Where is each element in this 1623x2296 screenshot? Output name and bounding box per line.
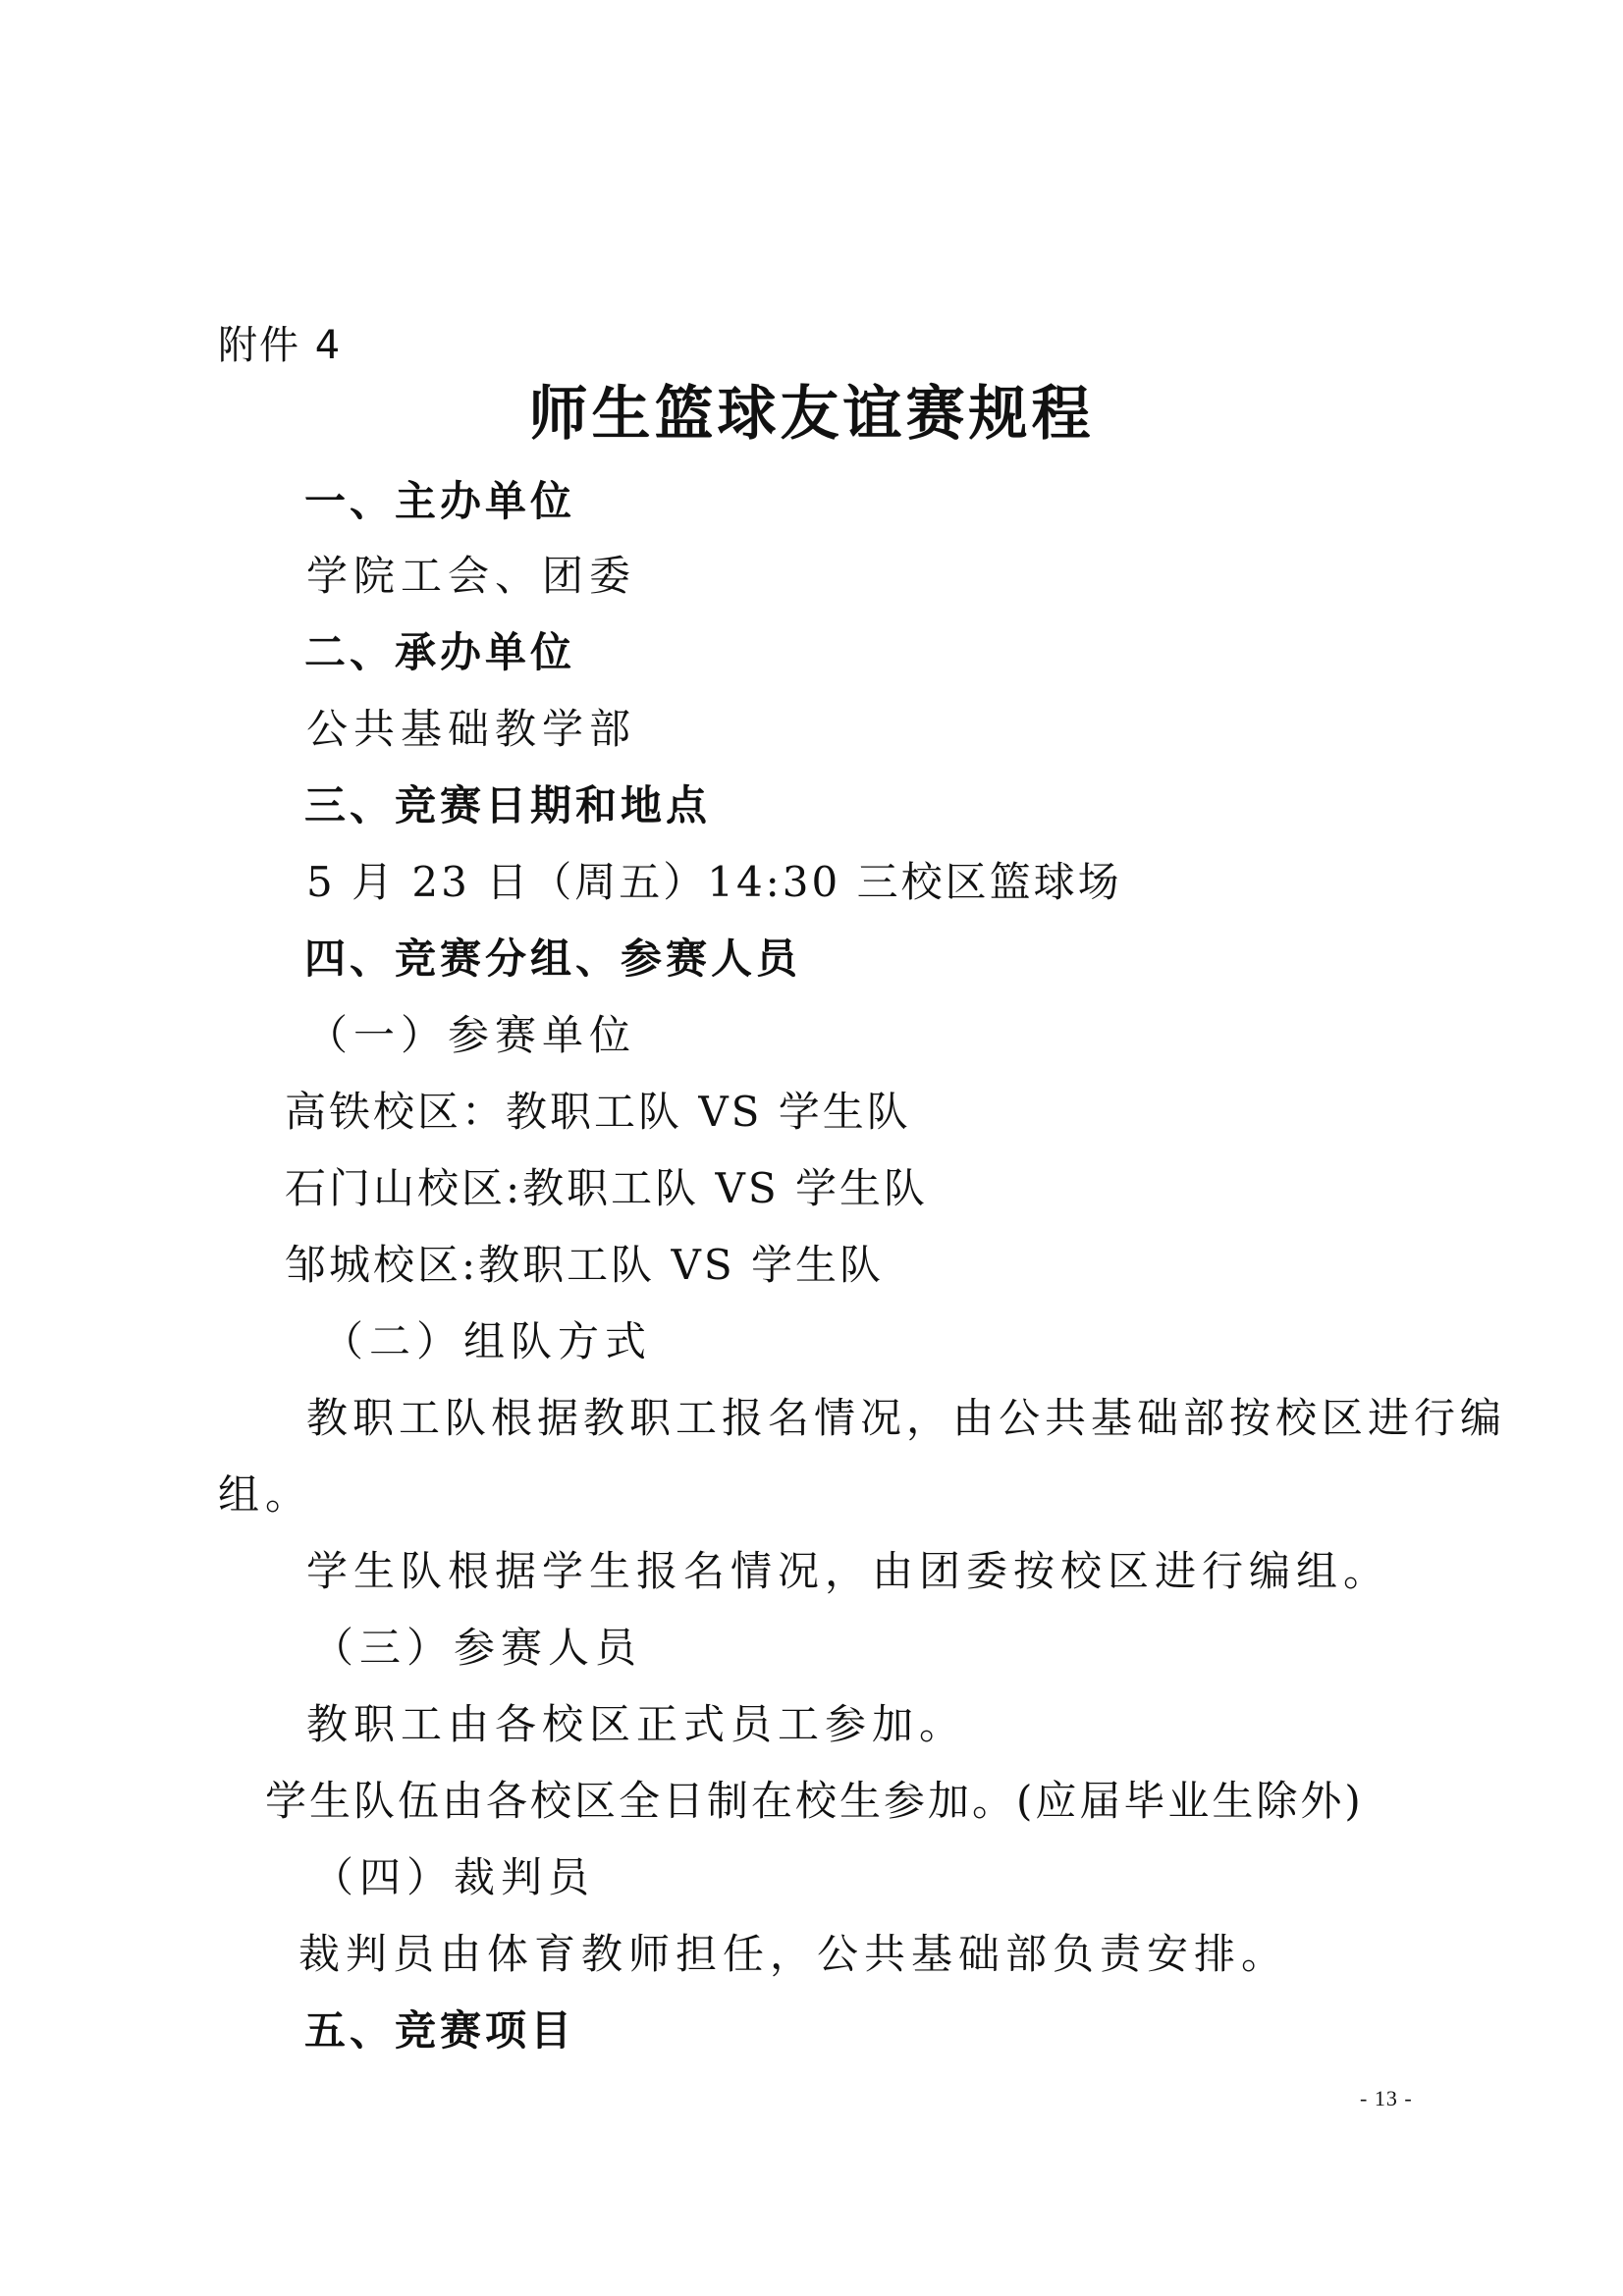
- sub1-line-zoucheng: 邹城校区:教职工队 VS 学生队: [285, 1241, 884, 1289]
- section-host-heading: 二、承办单位: [304, 628, 576, 676]
- sub1-line-gaotie: 高铁校区：教职工队 VS 学生队: [285, 1088, 911, 1136]
- section-groups-heading: 四、竞赛分组、参赛人员: [304, 934, 802, 983]
- sub4-heading: （四）裁判员: [312, 1853, 596, 1901]
- section-host-text: 公共基础教学部: [306, 705, 637, 753]
- section-organizer-text: 学院工会、团委: [306, 552, 637, 600]
- sub2-line-staff: 教职工队根据教职工报名情况，由公共基础部按校区进行编: [306, 1394, 1507, 1442]
- sub4-line-referee: 裁判员由体育教师担任，公共基础部负责安排。: [298, 1930, 1289, 1978]
- section-organizer-heading: 一、主办单位: [304, 477, 576, 525]
- sub2-line-staff-cont: 组。: [218, 1470, 313, 1519]
- sub1-heading: （一）参赛单位: [306, 1011, 637, 1059]
- document-title: 师生篮球友谊赛规程: [528, 380, 1095, 449]
- section-events-heading: 五、竞赛项目: [304, 2006, 576, 2055]
- sub2-line-students: 学生队根据学生报名情况，由团委按校区进行编组。: [306, 1547, 1391, 1595]
- sub3-line-staff: 教职工由各校区正式员工参加。: [306, 1700, 967, 1748]
- sub1-line-shimenshan: 石门山校区:教职工队 VS 学生队: [285, 1164, 928, 1212]
- sub3-heading: （三）参赛人员: [312, 1624, 643, 1672]
- sub2-heading: （二）组队方式: [322, 1317, 653, 1365]
- attachment-label: 附件 4: [218, 323, 343, 368]
- page-number: - 13 -: [1360, 2086, 1413, 2110]
- section-date-text: 5 月 23 日（周五）14:30 三校区篮球场: [306, 858, 1122, 906]
- section-date-heading: 三、竞赛日期和地点: [304, 781, 712, 829]
- sub3-line-students: 学生队伍由各校区全日制在校生参加。(应届毕业生除外): [265, 1777, 1364, 1825]
